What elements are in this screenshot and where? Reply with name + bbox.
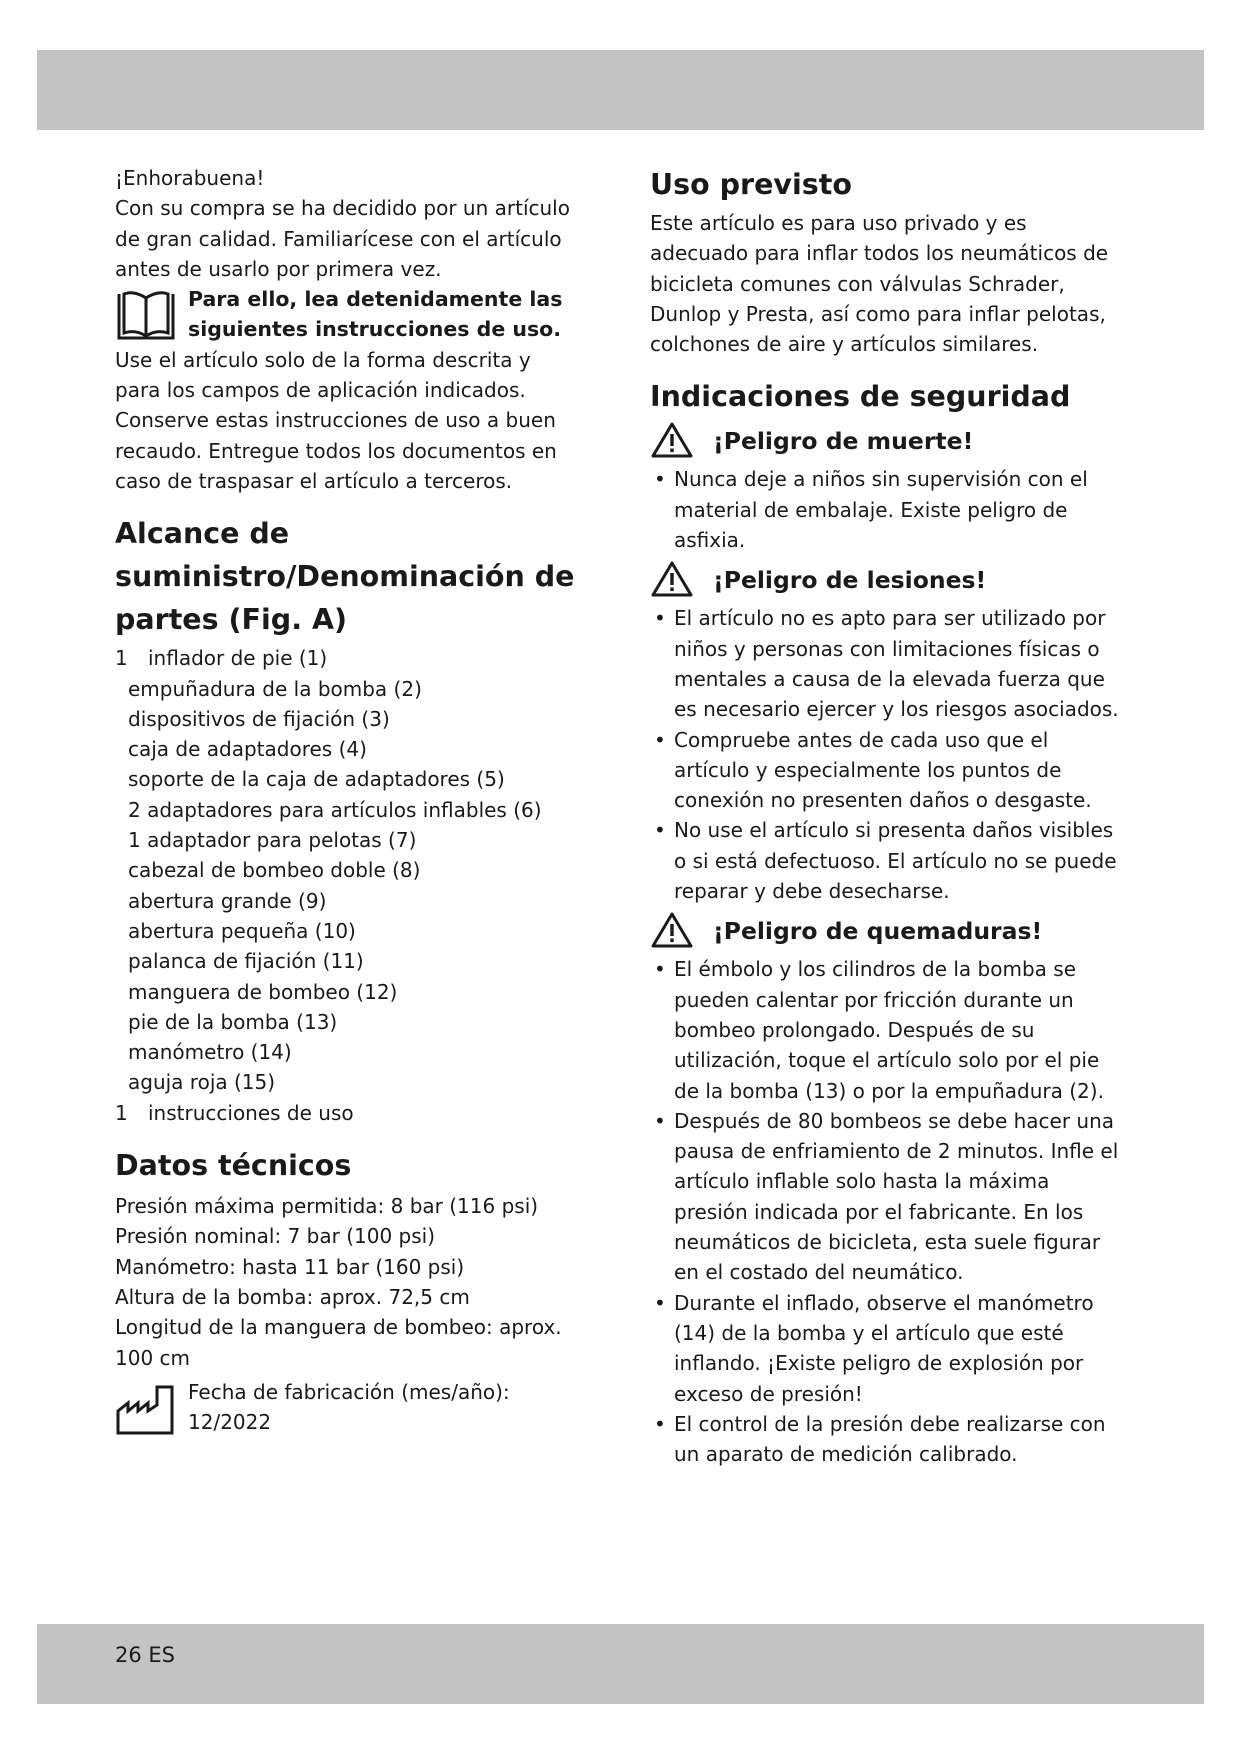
warning-heading-injury: ¡Peligro de lesiones! bbox=[650, 561, 1128, 599]
list-item: • El émbolo y los cilindros de la bomba se pueden calentar por fricción durante un bombeo prolongado. Después de su utilización, toque el artículo solo por el pie de la bomba (13) o por la empuñadura (2). bbox=[650, 954, 1128, 1105]
tech-line: Presión máxima permitida: 8 bar (116 psi) bbox=[115, 1194, 539, 1219]
note-text: Para ello, lea detenidamente las siguientes instrucciones de uso. bbox=[188, 287, 563, 342]
list-item: manómetro (14) bbox=[128, 1040, 292, 1065]
list-item: • Durante el inflado, observe el manómetro (14) de la bomba y el artículo que esté inflando. ¡Existe peligro de explosión por exceso de presión! bbox=[650, 1288, 1128, 1409]
warning-triangle-icon bbox=[650, 421, 694, 459]
tech-line: Presión nominal: 7 bar (100 psi) bbox=[115, 1224, 435, 1249]
list-item: manguera de bombeo (12) bbox=[128, 979, 398, 1004]
list-item: • El control de la presión debe realizarse con un aparato de medición calibrado. bbox=[650, 1409, 1128, 1470]
list-item: empuñadura de la bomba (2) bbox=[128, 676, 422, 701]
list-item: dispositivos de fijación (3) bbox=[128, 706, 390, 731]
tech-heading: Datos técnicos bbox=[115, 1149, 352, 1183]
factory-icon bbox=[115, 1383, 177, 1437]
manufacture-value: 12/2022 bbox=[188, 1410, 272, 1435]
list-item: • Después de 80 bombeos se debe hacer una pausa de enfriamiento de 2 minutos. Infle el artículo inflable solo hasta la máxima presión indicada por el fabricante. En los neumáticos de bicicleta, esta suele figurar en el costado del neumático. bbox=[650, 1106, 1128, 1288]
warning-heading-burn: ¡Peligro de quemaduras! bbox=[650, 912, 1128, 950]
usage-text: Use el artículo solo de la forma descrita y para los campos de aplicación indicados. Conserve estas instrucciones de uso a buen recaudo. Entregue todos los documentos en caso de traspasar el artículo a terceros. bbox=[115, 347, 557, 493]
scope-list bbox=[115, 643, 580, 1128]
scope-heading: Alcance de suministro/Denominación de partes (Fig. A) bbox=[115, 517, 575, 637]
warning-list-injury bbox=[650, 603, 1128, 906]
list-item: caja de adaptadores (4) bbox=[128, 737, 367, 762]
list-item: 2 adaptadores para artículos inflables (6) bbox=[128, 797, 542, 822]
left-column bbox=[115, 163, 580, 1437]
warning-triangle-icon bbox=[650, 560, 694, 598]
tech-line: Longitud de la manguera de bombeo: aprox. 100 cm bbox=[115, 1315, 562, 1370]
footer-band bbox=[37, 1624, 1204, 1704]
manufacture-date bbox=[115, 1377, 580, 1438]
tech-specs bbox=[115, 1191, 580, 1373]
warning-list-burn bbox=[650, 954, 1128, 1469]
use-heading: Uso previsto bbox=[650, 168, 852, 201]
page-number: 26 ES bbox=[115, 1643, 175, 1667]
list-item: soporte de la caja de adaptadores (5) bbox=[128, 767, 505, 792]
tech-line: Manómetro: hasta 11 bar (160 psi) bbox=[115, 1254, 465, 1279]
list-item: 1 inflador de pie (1) bbox=[115, 646, 328, 671]
tech-line: Altura de la bomba: aprox. 72,5 cm bbox=[115, 1284, 470, 1309]
list-item: abertura grande (9) bbox=[128, 888, 327, 913]
warning-triangle-icon bbox=[650, 911, 694, 949]
safety-heading: Indicaciones de seguridad bbox=[650, 380, 1071, 414]
manufacture-label: Fecha de fabricación (mes/año): bbox=[188, 1379, 510, 1404]
header-band bbox=[37, 50, 1204, 130]
list-item: pie de la bomba (13) bbox=[128, 1009, 338, 1034]
list-item: palanca de fijación (11) bbox=[128, 949, 364, 974]
intro-greeting: ¡Enhorabuena! bbox=[115, 166, 265, 190]
list-item: • No use el artículo si presenta daños visibles o si está defectuoso. El artículo no se puede reparar y debe desecharse. bbox=[650, 815, 1128, 906]
use-text: Este artículo es para uso privado y es adecuado para inflar todos los neumáticos de bicicleta comunes con válvulas Schrader, Dunlop y Presta, así como para inflar pelotas, colchones de aire y artículos similares. bbox=[650, 211, 1109, 357]
warning-list-death bbox=[650, 464, 1128, 555]
read-instructions-note bbox=[115, 284, 580, 345]
list-item: 1 instrucciones de uso bbox=[115, 1100, 354, 1125]
list-item: • El artículo no es apto para ser utilizado por niños y personas con limitaciones físicas o mentales a causa de la elevada fuerza que es necesario ejercer y los riesgos asociados. bbox=[650, 603, 1128, 724]
list-item: aguja roja (15) bbox=[128, 1070, 276, 1095]
list-item: 1 adaptador para pelotas (7) bbox=[128, 828, 417, 853]
list-item: cabezal de bombeo doble (8) bbox=[128, 858, 421, 883]
right-column bbox=[650, 163, 1128, 1469]
list-item: • Compruebe antes de cada uso que el artículo y especialmente los puntos de conexión no presenten daños o desgaste. bbox=[650, 725, 1128, 816]
warning-heading-death: ¡Peligro de muerte! bbox=[650, 422, 1128, 460]
list-item: • Nunca deje a niños sin supervisión con el material de embalaje. Existe peligro de asfixia. bbox=[650, 464, 1128, 555]
book-icon bbox=[115, 288, 177, 342]
intro-text: Con su compra se ha decidido por un artículo de gran calidad. Familiarícese con el artículo antes de usarlo por primera vez. bbox=[115, 196, 570, 281]
list-item: abertura pequeña (10) bbox=[128, 918, 356, 943]
